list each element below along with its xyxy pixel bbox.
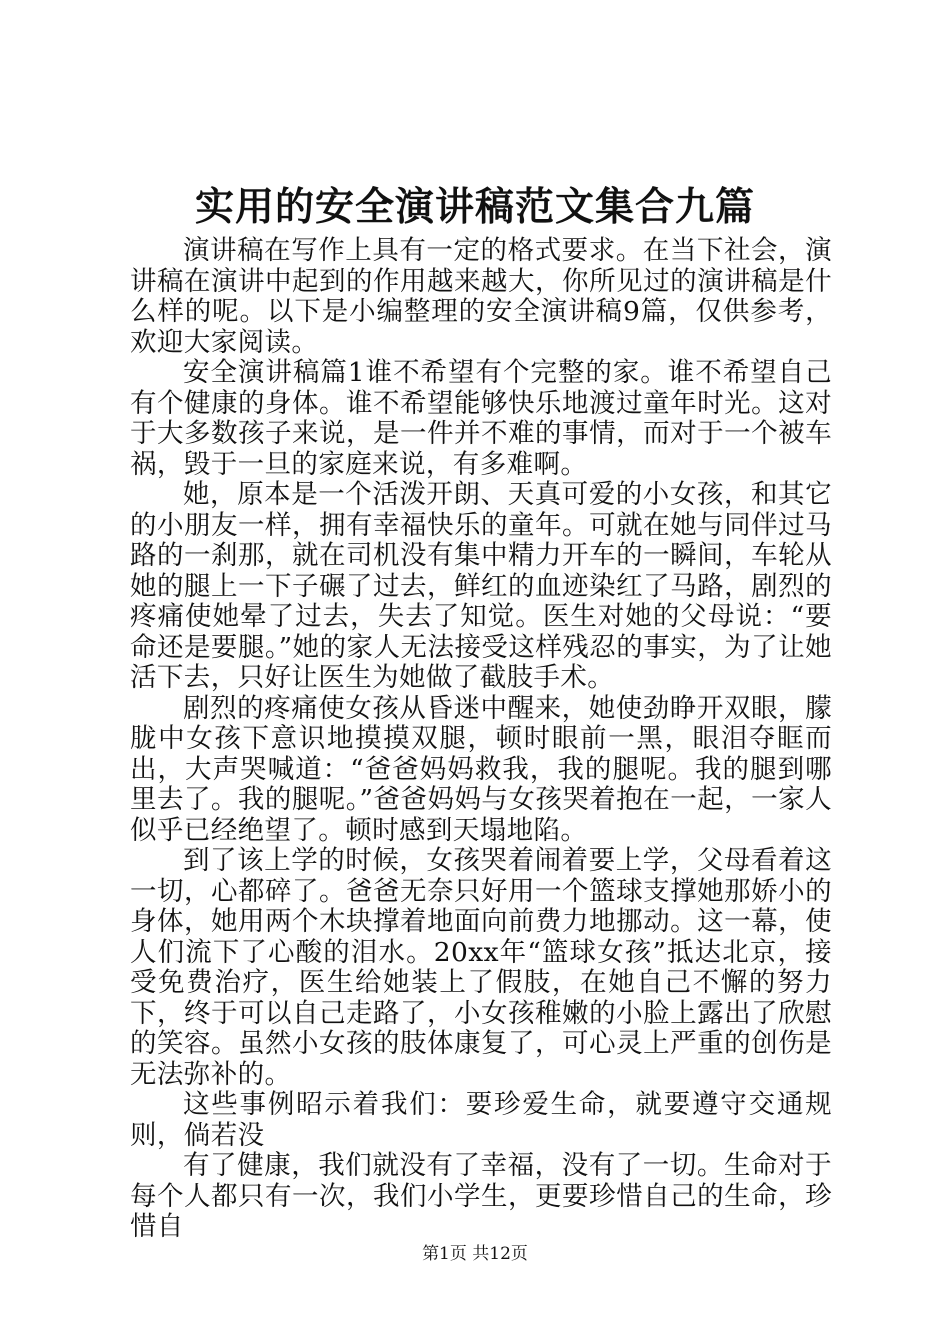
document-body bbox=[130, 236, 832, 1243]
paragraph: 演讲稿在写作上具有一定的格式要求。在当下社会，演讲稿在演讲中起到的作用越来越大，你所见过的演讲稿是什么样的呢。以下是小编整理的安全演讲稿9篇，仅供参考，欢迎大家阅读。 bbox=[130, 235, 832, 358]
paragraph: 剧烈的疼痛使女孩从昏迷中醒来，她使劲睁开双眼，朦胧中女孩下意识地摸摸双腿，顿时眼前一黑，眼泪夺眶而出，大声哭喊道：“爸爸妈妈救我，我的腿呢。我的腿到哪里去了。我的腿呢。”爸爸妈妈与女孩哭着抱在一起，一家人似乎已经绝望了。顿时感到天塌地陷。 bbox=[130, 692, 832, 846]
paragraph: 安全演讲稿篇1谁不希望有个完整的家。谁不希望自己有个健康的身体。谁不希望能够快乐地渡过童年时光。这对于大多数孩子来说，是一件并不难的事情，而对于一个被车祸，毁于一旦的家庭来说，有多难啊。 bbox=[130, 357, 832, 480]
paragraph: 到了该上学的时候，女孩哭着闹着要上学，父母看着这一切，心都碎了。爸爸无奈只好用一个篮球支撑她那娇小的身体，她用两个木块撑着地面向前费力地挪动。这一幕，使人们流下了心酸的泪水。20xx年“篮球女孩”抵达北京，接受免费治疗，医生给她装上了假肢，在她自己不懈的努力下，终于可以自己走路了，小女孩稚嫩的小脸上露出了欣慰的笑容。虽然小女孩的肢体康复了，可心灵上严重的创伤是无法弥补的。 bbox=[130, 845, 832, 1090]
document-title: 实用的安全演讲稿范文集合九篇 bbox=[194, 184, 755, 230]
paragraph: 有了健康，我们就没有了幸福，没有了一切。生命对于每个人都只有一次，我们小学生，更要珍惜自己的生命，珍惜自 bbox=[130, 1150, 832, 1242]
paragraph: 这些事例昭示着我们：要珍爱生命，就要遵守交通规则，倘若没 bbox=[130, 1089, 832, 1151]
page-number-footer: 第1页 共12页 bbox=[422, 1244, 528, 1264]
paragraph: 她，原本是一个活泼开朗、天真可爱的小女孩，和其它的小朋友一样，拥有幸福快乐的童年。可就在她与同伴过马路的一刹那，就在司机没有集中精力开车的一瞬间，车轮从她的腿上一下子碾了过去，鲜红的血迹染红了马路，剧烈的疼痛使她晕了过去，失去了知觉。医生对她的父母说：“要命还是要腿。”她的家人无法接受这样残忍的事实，为了让她活下去，只好让医生为她做了截肢手术。 bbox=[130, 479, 832, 693]
